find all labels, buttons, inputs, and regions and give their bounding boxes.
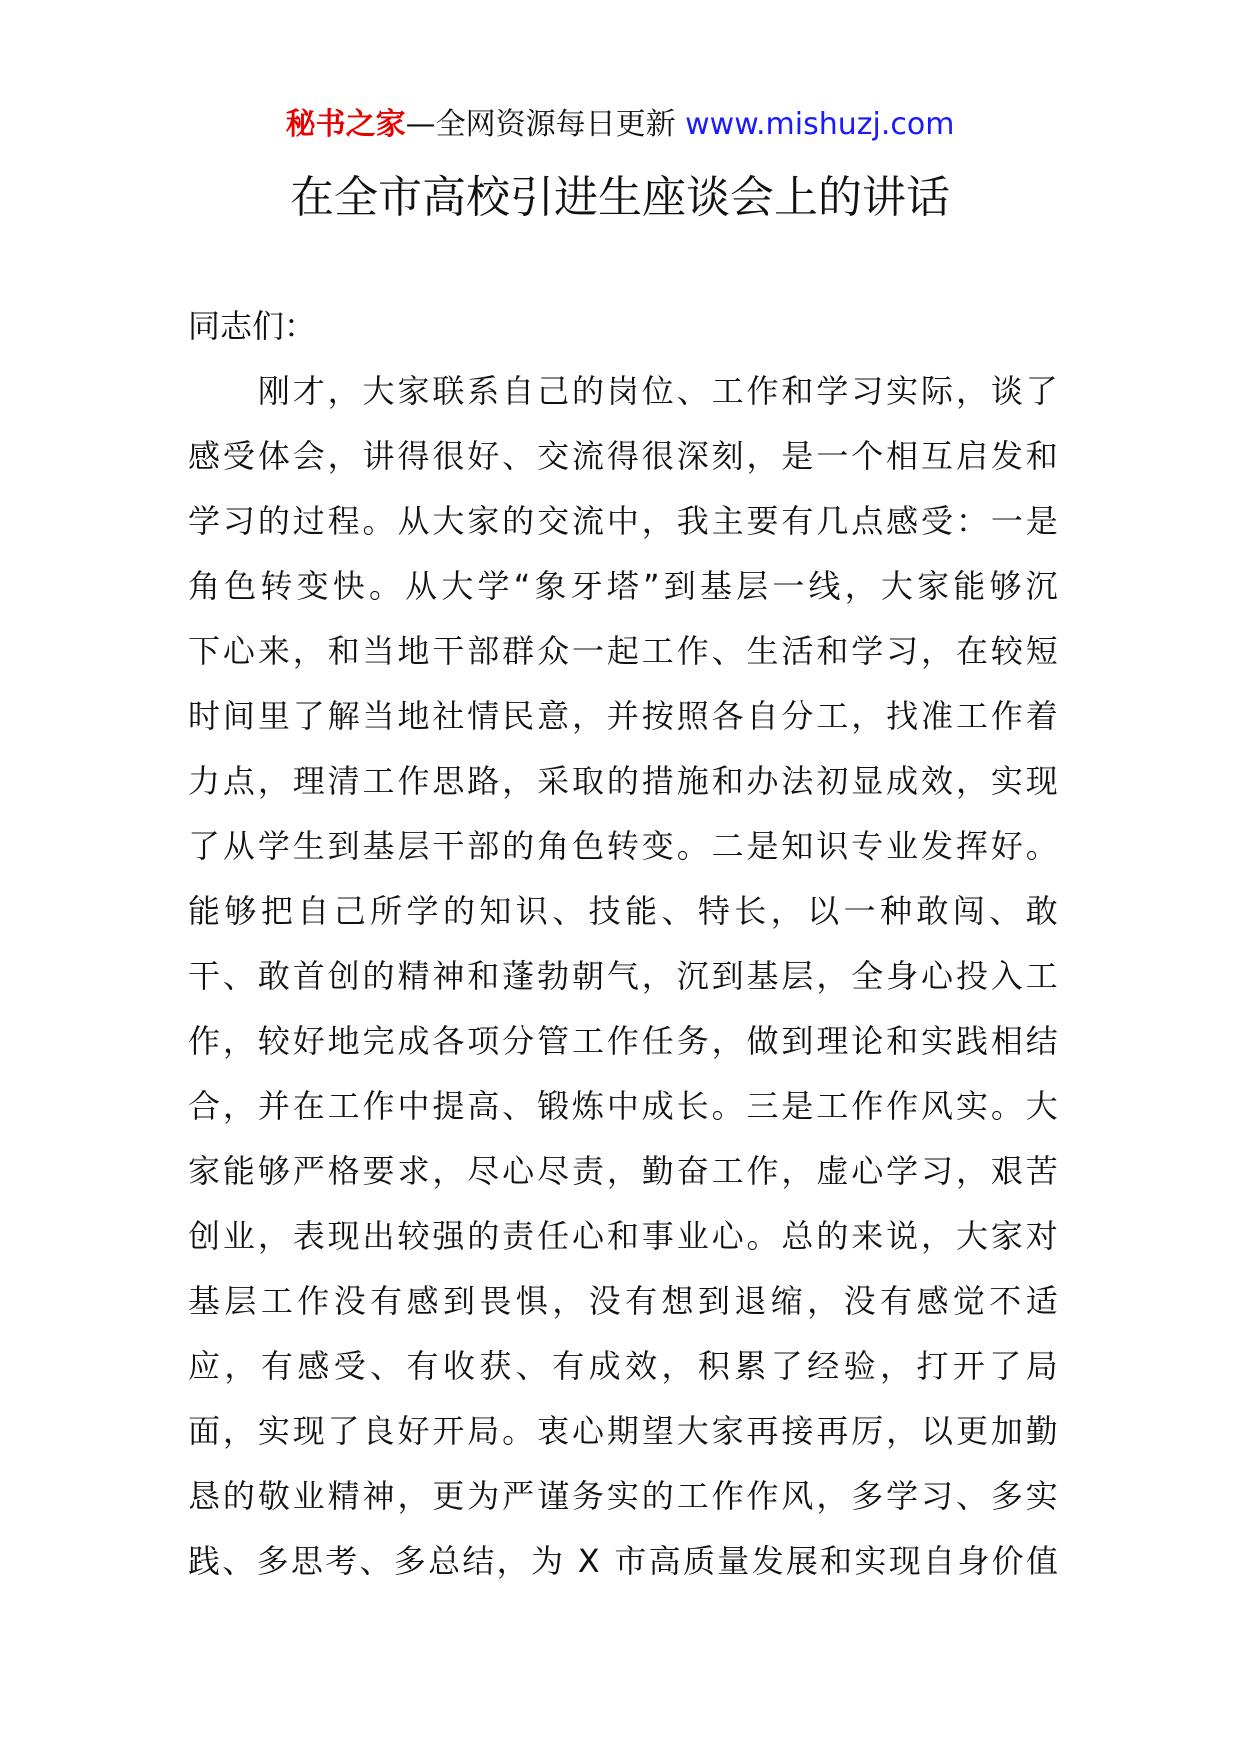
body-paragraph <box>188 359 1058 1594</box>
body-line: 基 层 工 作 没 有 感 到 畏 惧 ， 没 有 想 到 退 缩 ， 没 有 感 觉 不 适 <box>188 1282 1058 1320</box>
body-line: 家 能 够 严 格 要 求 ， 尽 心 尽 责 ， 勤 奋 工 作 ， 虚 心 学 习 ， 艰 苦 <box>188 1152 1058 1190</box>
body-line: 创 业 ， 表 现 出 较 强 的 责 任 心 和 事 业 心 。 总 的 来 说 ， 大 家 对 <box>188 1217 1058 1255</box>
body-line: 感 受 体 会 ， 讲 得 很 好 、 交 流 得 很 深 刻 ， 是 一 个 相 互 启 发 和 <box>188 437 1058 475</box>
body-line: 面 ， 实 现 了 良 好 开 局 。 衷 心 期 望 大 家 再 接 再 厉 ， 以 更 加 勤 <box>188 1412 1058 1450</box>
body-line: 学 习 的 过 程 。 从 大 家 的 交 流 中 ， 我 主 要 有 几 点 感 受 ： 一 是 <box>188 502 1058 540</box>
site-url-link[interactable]: www.mishuzj.com <box>685 107 955 142</box>
body-line: 恳 的 敬 业 精 神 ， 更 为 严 谨 务 实 的 工 作 作 风 ， 多 学 习 、 多 实 <box>188 1477 1058 1515</box>
document-body <box>188 294 1058 1594</box>
body-line: 下 心 来 ， 和 当 地 干 部 群 众 一 起 工 作 、 生 活 和 学 习 ， 在 较 短 <box>188 632 1058 670</box>
body-line: 践 、 多 思 考 、 多 总 结 ， 为 X 市 高 质 量 发 展 和 实 现 自 身 价 值 <box>188 1542 1058 1580</box>
document-title: 在全市高校引进生座谈会上的讲话 <box>290 172 950 223</box>
body-line: 力 点 ， 理 清 工 作 思 路 ， 采 取 的 措 施 和 办 法 初 显 成 效 ， 实 现 <box>188 762 1058 800</box>
body-line: 应 ， 有 感 受 、 有 收 获 、 有 成 效 ， 积 累 了 经 验 ， 打 开 了 局 <box>188 1347 1058 1385</box>
body-line: 角 色 转 变 快 。 从 大 学 “ 象 牙 塔 ” 到 基 层 一 线 ， 大 家 能 够 沉 <box>188 567 1058 605</box>
body-line: 了 从 学 生 到 基 层 干 部 的 角 色 转 变 。 二 是 知 识 专 业 发 挥 好 。 <box>188 827 1058 865</box>
salutation: 同志们： <box>188 307 317 345</box>
site-header <box>0 100 1240 150</box>
body-line: 时 间 里 了 解 当 地 社 情 民 意 ， 并 按 照 各 自 分 工 ， 找 准 工 作 着 <box>188 697 1058 735</box>
body-line: 干 、 敢 首 创 的 精 神 和 蓬 勃 朝 气 ， 沉 到 基 层 ， 全 身 心 投 入 工 <box>188 957 1058 995</box>
brand-name: 秘书之家 <box>285 107 406 142</box>
body-line: 合 ， 并 在 工 作 中 提 高 、 锻 炼 中 成 长 。 三 是 工 作 作 风 实 。 大 <box>188 1087 1058 1125</box>
header-tagline: —全网资源每日更新 <box>405 107 686 142</box>
body-line: 刚 才 ， 大 家 联 系 自 己 的 岗 位 、 工 作 和 学 习 实 际 ， 谈 了 <box>257 372 1058 410</box>
body-line: 作 ， 较 好 地 完 成 各 项 分 管 工 作 任 务 ， 做 到 理 论 和 实 践 相 结 <box>188 1022 1058 1060</box>
body-line: 能 够 把 自 己 所 学 的 知 识 、 技 能 、 特 长 ， 以 一 种 敢 闯 、 敢 <box>188 892 1058 930</box>
